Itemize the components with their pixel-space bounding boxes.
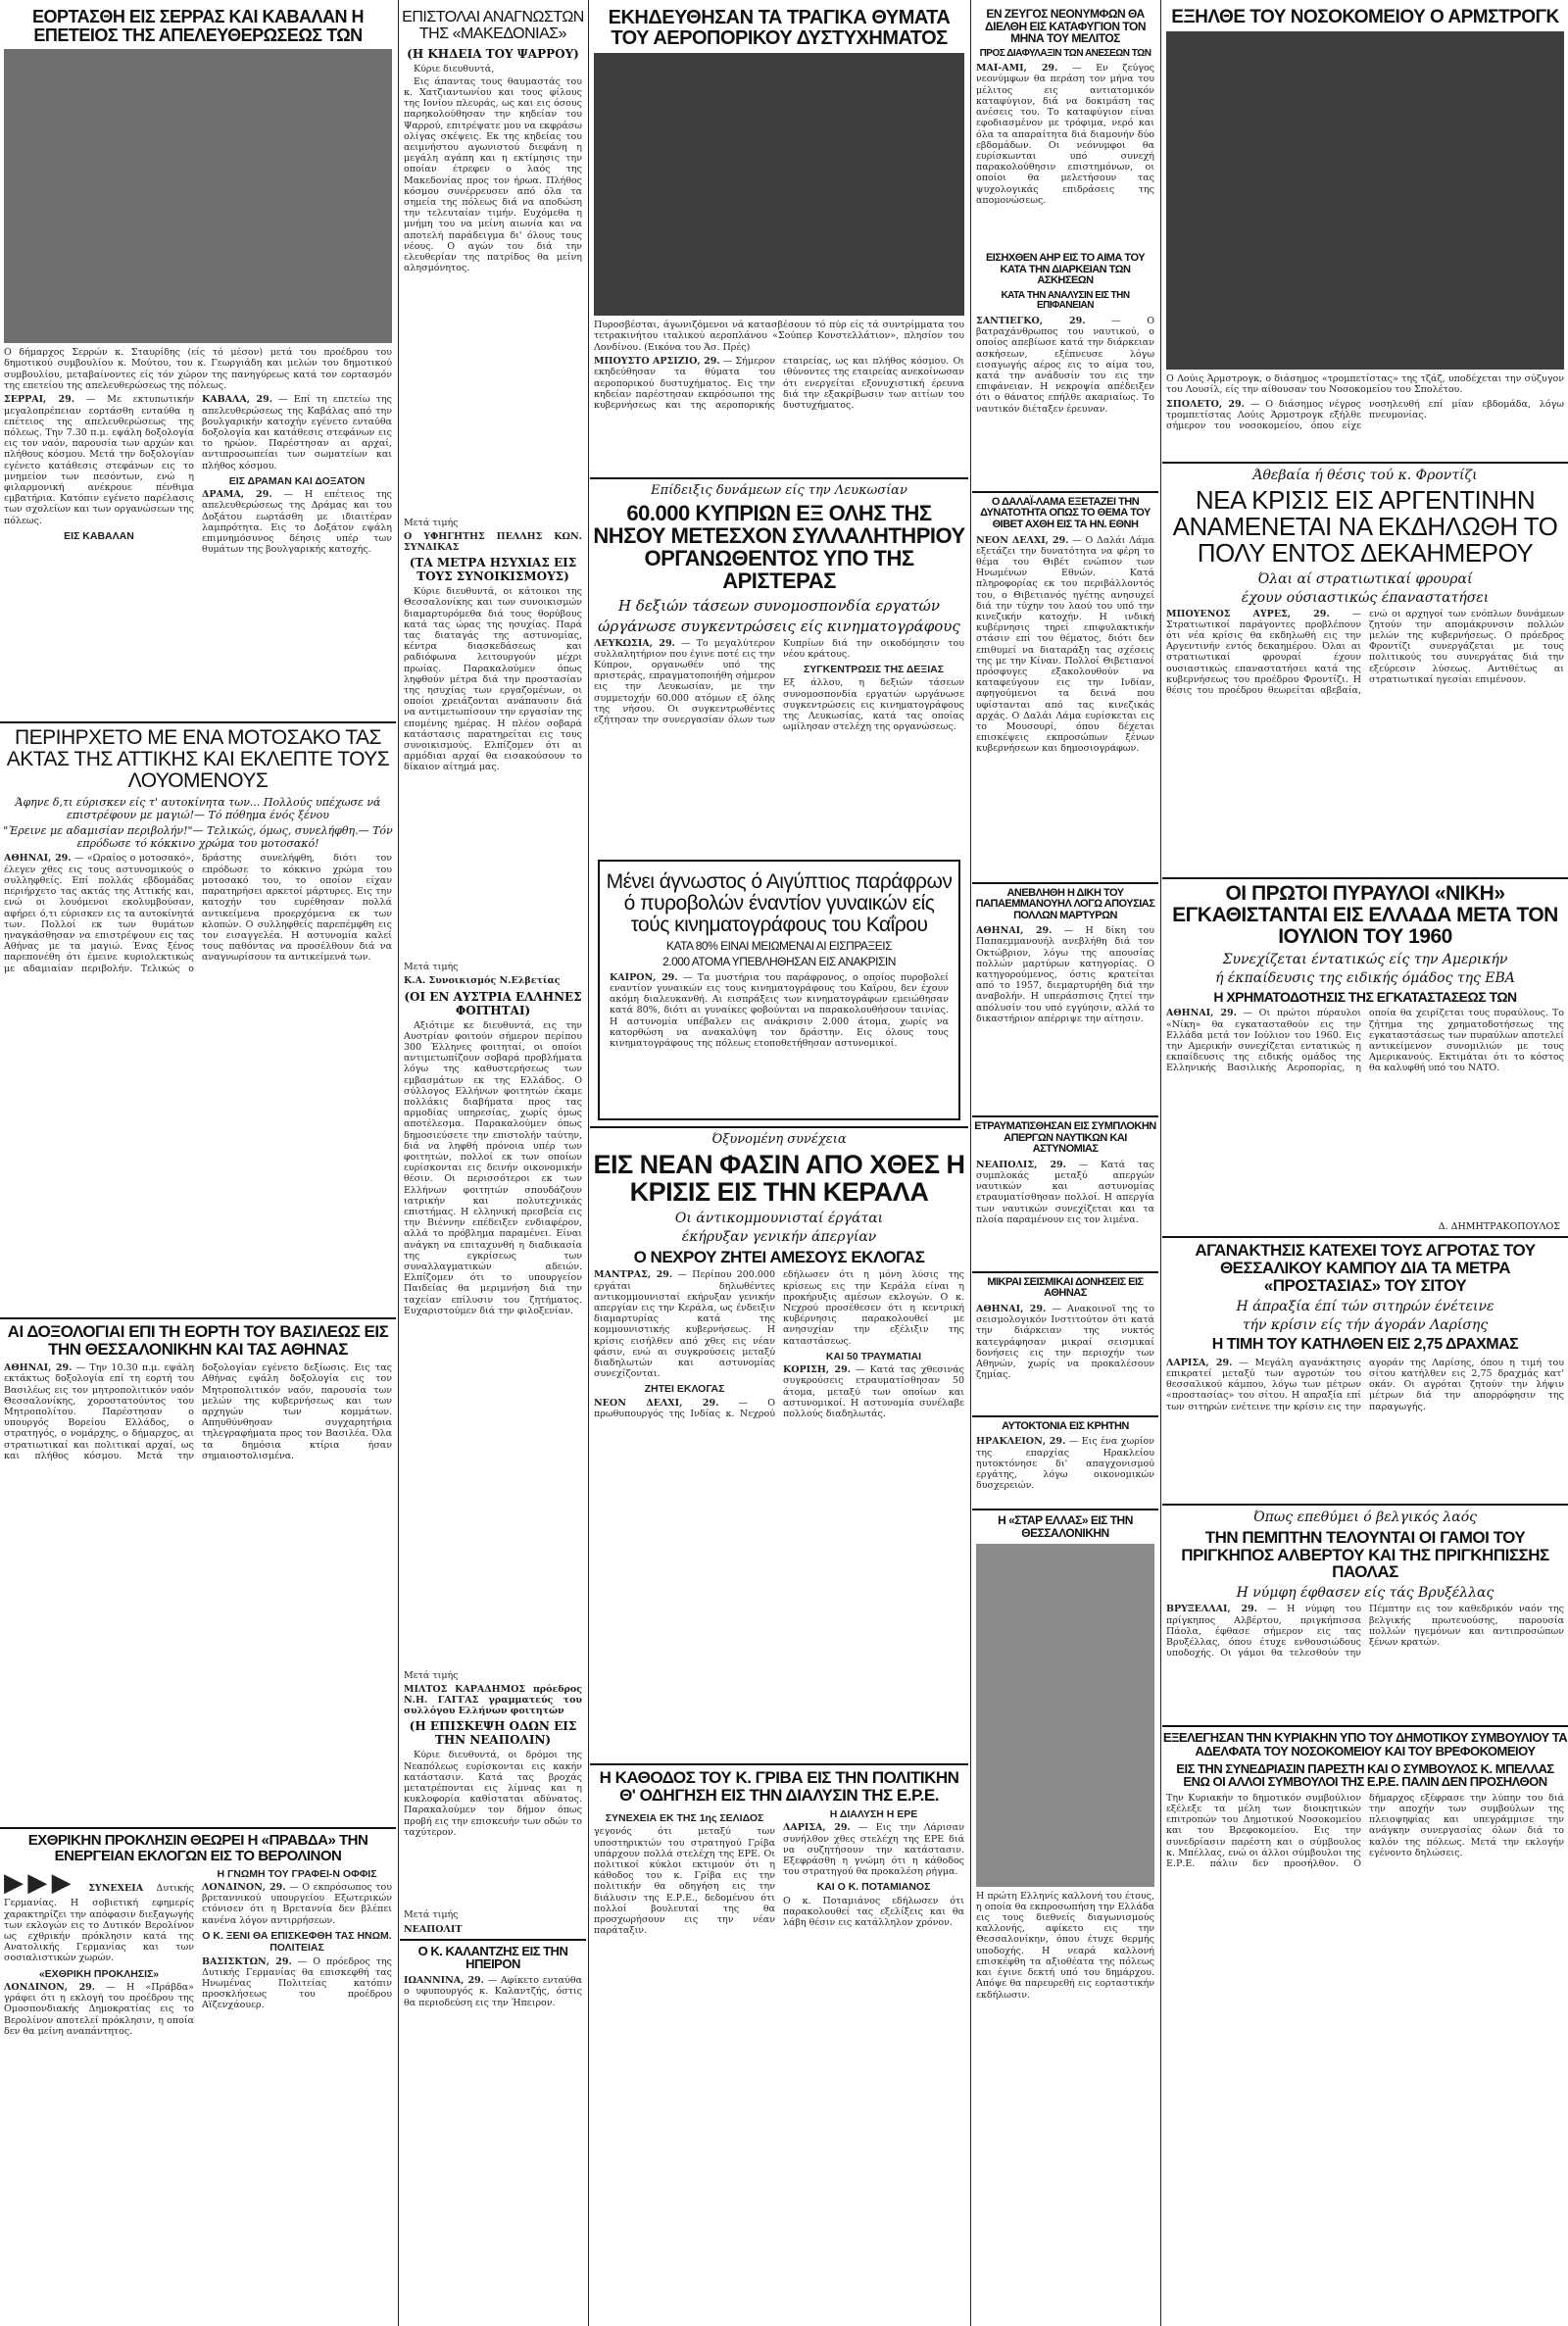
cyprus-subsection: ΣΥΓΚΕΝΤΡΩΣΙΣ ΤΗΣ ΔΕΞΙΑΣ bbox=[804, 663, 944, 675]
moto-subhead-2: "Έρεινε με αδαμισίαν περιβολήν!"— Τελικώς, όμως, συνελήφθη.— Τόν επρόδωσε τό κόκκινο χρώμα του μοτοσακό! bbox=[3, 824, 393, 851]
farmers-subhead-1: Η άπραξία έπί τών σιτηρών ένέτεινε bbox=[1236, 1298, 1494, 1314]
pravda-headline: ΕΧΘΡΙΚΗΝ ΠΡΟΚΛΗΣΙΝ ΘΕΩΡΕΙ Η «ΠΡΑΒΔΑ» ΤΗΝ ΕΝΕΡΓΕΙΑΝ ΕΚΛΟΓΩΝ ΕΙΣ ΤΟ ΒΕΡΟΛΙΝΟΝ bbox=[27, 1832, 368, 1864]
section-rule bbox=[590, 1763, 968, 1765]
moto-article bbox=[4, 853, 392, 1313]
dalai-headline: Ο ΔΑΛΑΪ-ΛΑΜΑ ΕΞΕΤΑΖΕΙ ΤΗΝ ΔΥΝΑΤΟΤΗΤΑ ΟΠΩΣ ΤΟ ΘΕΜΑ ΤΟΥ ΘΙΒΕΤ ΑΧΘΗ ΕΙΣ ΤΑ ΗΝ. ΕΘΝΗ bbox=[980, 495, 1151, 531]
section-rule bbox=[1162, 462, 1568, 464]
kerala-article bbox=[594, 1269, 964, 1759]
article-text: — Αφίκετο ενταύθα ο υφυπουργός κ. Καλαντζής, όστις θα περιοδεύση εις την Ήπειρον. bbox=[404, 1975, 582, 2008]
column-4 bbox=[972, 0, 1158, 2070]
nike-headline: ΟΙ ΠΡΩΤΟΙ ΠΥΡΑΥΛΟΙ «ΝΙΚΗ» ΕΓΚΑΘΙΣΤΑΝΤΑΙ ΕΙΣ ΕΛΛΑΔΑ ΜΕΤΑ ΤΟΝ ΙΟΥΛΙΟΝ ΤΟΥ 1960 bbox=[1172, 881, 1558, 948]
dalai-dateline: ΝΕΟΝ ΔΕΛΧΙ, 29. bbox=[976, 534, 1069, 546]
argentina-headline: ΝΕΑ ΚΡΙΣΙΣ ΕΙΣ ΑΡΓΕΝΤΙΝΗΝ ΑΝΑΜΕΝΕΤΑΙ ΝΑ ΕΚΔΗΛΩΘΗ ΤΟ ΠΟΛΥ ΕΝΤΟΣ ΔΕΚΑΗΜΕΡΟΥ bbox=[1172, 484, 1558, 569]
article-text: — Σήμερον εκηδεύθησαν τα θύματα του αεροπορικού δυστυχήματος. Εις την κηδείαν παρέστησαν εκπρόσωποι της κυβερνήσεως και της αεροπορικής εταιρείας, ως και πλήθος κόσμου. Οι ιθύνοντες της εταιρείας ανεκοίνωσαν ότι ενεργείται εξονυχιστική έρευνα διά την εξακρίβωσιν των αιτίων του δυστυχήματος. bbox=[594, 356, 964, 411]
article-text: — Ο πρόεδρος της Δυτικής Γερμανίας θα επισκεφθή τας Ηνωμένας Πολιτείας κατόπιν προσκλήσεως του προέδρου Αϊζενχάουερ. bbox=[202, 1955, 392, 2011]
article-text: γεγονός ότι μεταξύ των υποστηρικτών του στρατηγού Γρίβα υπάρχουν πολλά στελέχη της ΕΡΕ. Οι πολιτικοί κύκλοι εκτιμούν ότι η κάθοδος του κ. Γρίβα εις την πολιτικήν θα οδηγήση εις την διάλυσιν της Ε.Ρ.Ε., δεδομένου ότι πολλοί βουλευταί της θα προσχωρήσουν εις την νέαν παράταξιν. bbox=[594, 1826, 775, 1937]
letters-subhead: (Η ΚΗΔΕΙΑ ΤΟΥ ΨΑΡΡΟΥ) bbox=[407, 46, 579, 61]
blood-article bbox=[976, 316, 1154, 487]
star-photo bbox=[976, 1544, 1154, 1887]
article-text: Εξ άλλου, η δεξιών τάσεων συνομοσπονδία εργατών ωργάνωσε συγκεντρώσεις εις κινηματογράφους της Λευκωσίας, κατά τας οποίας ωμίλησαν στελέχη της οργανώσεως. bbox=[783, 677, 964, 733]
kerala-subsection-2: ΚΑΙ 50 ΤΡΑΥΜΑΤΙΑΙ bbox=[825, 1350, 922, 1362]
letters-headline: ΕΠΙΣΤΟΛΑΙ ΑΝΑΓΝΩΣΤΩΝ ΤΗΣ «ΜΑΚΕΔΟΝΙΑΣ» bbox=[402, 9, 584, 42]
article-text: — Ο βατραχάνθρωπος του ναυτικού, ο οποίος απεβίωσε κατά την διάρκειαν ασκήσεων, εξέπνευσε λόγω εισαγωγής αέρος εις το αίμα του, κατά την ανάδυσίν του εις την επιφάνειαν. Η νεκροψία απέδειξεν ότι ο θάνατος επήλθε ακαριαίως. Το ναυτικόν διέταξεν έρευναν. bbox=[976, 315, 1154, 415]
suicide-headline: ΑΥΤΟΚΤΟΝΙΑ ΕΙΣ ΚΡΗΤΗΝ bbox=[1002, 1419, 1129, 1432]
letter-1-signature: Ο ΥΦΗΓΗΤΗΣ ΠΕΛΛΗΣ ΚΩΝ. ΣΥΝΔΙΚΑΣ bbox=[404, 530, 582, 553]
letter-2 bbox=[404, 586, 582, 959]
article-text: — Η δίκη του Παπαεμμανουήλ ανεβλήθη διά τον Οκτώβριον, λόγω της απουσίας πολλών μαρτύρων κατηγορίας. Ο κατηγορούμενος, όστις κρατείται από το 1957, διεμαρτυρήθη διά την αναβολήν. Η υπεράσπισις ζητεί την απόλυσίν του υπό εγγύησιν, αλλά το δικαστήριον απέρριψε την αίτησιν. bbox=[976, 925, 1154, 1024]
letter-4-signoff: Μετά τιμής bbox=[404, 1909, 459, 1921]
air-crash-caption: Πυροσβέσται, άγωνιζόμενοι νά κατασβέσουν τό πύρ είς τά συντρίμματα του τετρακινήτου ιταλικού αεροπλάνου «Σούπερ Κονστελλάτιον», πλησίον του Λονδίνου. (Εικόνα του Άσ. Πρές) bbox=[594, 320, 964, 353]
kerala-subhead-2: έκήρυξαν γενικήν άπεργίαν bbox=[681, 1228, 877, 1245]
letter-1-signoff: Μετά τιμής bbox=[404, 517, 459, 528]
air-crash-headline: ΕΚΗΔΕΥΘΗΣΑΝ ΤΑ ΤΡΑΓΙΚΑ ΘΥΜΑΤΑ ΤΟΥ ΑΕΡΟΠΟΡΙΚΟΥ ΔΥΣΤΥΧΗΜΑΤΟΣ bbox=[608, 7, 951, 49]
blood-subhead: ΚΑΤΑ ΤΗΝ ΑΝΑΛΥΣΙΝ ΕΙΣ ΤΗΝ ΕΠΙΦΑΝΕΙΑΝ bbox=[1001, 289, 1130, 312]
cairo-headline: Μένει άγνωστος ό Αιγύπτιος παράφρων ό πυροβολών έναντίον γυναικών είς τούς κινηματογράφους του Καΐρου bbox=[606, 869, 953, 936]
column-rule bbox=[1160, 0, 1161, 2326]
farmers-subhead-2: τήν κρίσιν είς τήν άγοράν Λαρίσης bbox=[1242, 1316, 1489, 1333]
grivas-dateline: ΛΑΡΙΣΑ, 29. bbox=[783, 1822, 851, 1834]
honeymoon-dateline: ΜΑΪ-ΑΜΙ, 29. bbox=[976, 63, 1058, 74]
cairo-box bbox=[598, 860, 960, 1120]
suicide-dateline: ΗΡΑΚΛΕΙΟΝ, 29. bbox=[976, 1436, 1066, 1448]
letter-greeting: Κύριε διευθυντά, bbox=[414, 63, 495, 74]
article-text: — Η «Πράβδα» γράφει ότι η εκλογή του προέδρου της Ομοσπονδιακής Δημοκρατίας εις το Βερολίνον αποτελεί πρόκλησιν, η οποία δεν θα μείνη αναπάντητος. bbox=[4, 1981, 194, 2037]
article-text: — «Ωραίος ο μοτοσακό», έλεγεν χθες εις τους αστυνομικούς ο συλληφθείς. Επί πολλάς εβδομάδας περιήρχετο τας ακτάς της Αττικής και, ενώ οι λουόμενοι εκολυμβούσαν, αφήρει ό,τι εύρισκεν εις τα αυτοκίνητά των. Πολλοί εκ των θυμάτων ηναγκάσθησαν να επιστρέψουν εις τας Αθήνας με τα μαγιώ. Ένας ξένος παρεπονέθη ότι έμεινε κυριολεκτικώς με αδαμιαίαν περιβολήν. Τελικώς ο δράστης συνελήφθη, διότι τον επρόδωσε το κόκκινο χρώμα του μοτοσακό του, το οποίον είχαν παρατηρήσει αρκετοί μάρτυρες. Εις την κατοχήν του ευρέθησαν πολλά αντικείμενα προερχόμενα εκ των κλοπών. Ο συλληφθείς παρεπέμφθη εις τον εισαγγελέα. Η αστυνομία καλεί τους παθόντας να προσέλθουν διά να αναγνωρίσουν τα αντικείμενά των. bbox=[4, 853, 392, 974]
article-text: — Η νύμφη του πρίγκηπος Αλβέρτου, πριγκήπισσα Πάολα, έφθασε σήμερον εις τας Βρυξέλλας, όπου έτυχε ενθουσιώδους υποδοχής. Οι γάμοι θα τελεσθούν την Πέμπτην εις τον καθεδρικόν ναόν της βελγικής πρωτευούσης, παρουσία πολλών ηγεμόνων και αντιπροσώπων ξένων κρατών. bbox=[1166, 1604, 1564, 1659]
serres-photo-caption: Ο δήμαρχος Σερρών κ. Σταυρίδης (είς τό μέσον) μετά του προέδρου του δημοτικού συμβουλίου κ. Μούτου, του κ. Γεωργιάδη και μελών του δημοτικού συμβουλίου, μεταβαίνοντες είς τόν χώρον της πανηγύρεως κατά τον εορτασμόν της επετείου της απελευθερώσεως της πόλεως. bbox=[4, 346, 392, 391]
council-article bbox=[1166, 1793, 1564, 1925]
letter-text: Κύριε διευθυντά, οι δρόμοι της Νεαπόλεως ευρίσκονται εις κακήν κατάστασιν. Κατά τας βροχάς μετατρέπονται εις λίμνας και η κυκλοφορία καθίσταται αδύνατος. Παρακαλούμεν τον δήμον όπως προβή εις την επισκευήν των οδών το ταχύτερον. bbox=[404, 1750, 582, 1838]
trial-article bbox=[976, 925, 1154, 1112]
argentina-kicker: Άθεβαία ή θέσις τού κ. Φροντίζι bbox=[1252, 467, 1478, 483]
nike-author: Δ. ΔΗΜΗΤΡΑΚΟΠΟΥΛΟΣ bbox=[1438, 1221, 1560, 1233]
kerala-headline: ΕΙΣ ΝΕΑΝ ΦΑΣΙΝ ΑΠΟ ΧΘΕΣ Η ΚΡΙΣΙΣ ΕΙΣ ΤΗΝ ΚΕΡΑΛΑ bbox=[593, 1149, 965, 1208]
sailors-dateline: ΝΕΑΠΟΛΙΣ, 29. bbox=[976, 1159, 1066, 1170]
bonn-dateline: ΛΟΝΔΙΝΟΝ, 29. bbox=[202, 1882, 286, 1894]
letter-4-subhead: (Η ΕΠΙΣΚΕΨΗ ΟΔΩΝ ΕΙΣ ΤΗΝ ΝΕΑΠΟΛΙΝ) bbox=[409, 1719, 577, 1748]
section-rule bbox=[1162, 1236, 1568, 1238]
blood-headline: ΕΙΣΗΧΘΕΝ ΑΗΡ ΕΙΣ ΤΟ ΑΙΜΑ ΤΟΥ ΚΑΤΑ ΤΗΝ ΔΙΑΡΚΕΙΑΝ ΤΩΝ ΑΣΚΗΣΕΩΝ bbox=[985, 252, 1146, 287]
cyprus-subhead-1: Η δεξιών τάσεων συνομοσπονδία εργατών bbox=[618, 596, 940, 615]
grivas-headline: Η ΚΑΘΟΔΟΣ ΤΟΥ Κ. ΓΡΙΒΑ ΕΙΣ ΤΗΝ ΠΟΛΙΤΙΚΗΝ Θ' ΟΔΗΓΗΣΗ ΕΙΣ ΤΗΝ ΔΙΑΛΥΣΙΝ ΤΗΣ Ε.Ρ.Ε. bbox=[599, 1768, 959, 1806]
heuss-dateline: ΒΑΣΙΣΚΤΩΝ, 29. bbox=[202, 1955, 292, 1967]
section-rule bbox=[972, 491, 1158, 493]
pravda-article bbox=[4, 1868, 392, 2153]
continuation-arrows: ▶▶▶ bbox=[4, 1867, 75, 1898]
column-rule bbox=[588, 0, 589, 2326]
air-crash-dateline: ΜΠΟΥΣΤΟ ΑΡΣΙΖΙΟ, 29. bbox=[594, 356, 720, 368]
grivas-subsection-1: Η ΔΙΑΛΥΣΗ Η ΕΡΕ bbox=[829, 1808, 918, 1821]
letter-2-signature: Κ.Α. Συνοικισμός Ν.Ελβετίας bbox=[404, 975, 561, 987]
article-text: — Ο εκπρόσωπος του βρεταννικού υπουργείου Εξωτερικών ετόνισεν ότι η Βρεταννία δεν βλέπει κανένα λόγον αντιρρήσεων. bbox=[202, 1882, 392, 1926]
farmers-dateline: ΛΑΡΙΣΑ, 29. bbox=[1166, 1357, 1233, 1368]
section-rule bbox=[972, 1115, 1158, 1117]
serres-photo bbox=[4, 49, 392, 343]
council-headline: ΕΞΕΛΕΓΗΣΑΝ ΤΗΝ ΚΥΡΙΑΚΗΝ ΥΠΟ ΤΟΥ ΔΗΜΟΤΙΚΟΥ ΣΥΜΒΟΥΛΙΟΥ ΤΑ ΑΔΕΛΦΑΤΑ ΤΟΥ ΝΟΣΟΚΟΜΕΙΟΥ ΚΑΙ ΤΟΥ ΒΡΕΦΟΚΟΜΕΙΟΥ bbox=[1162, 1730, 1568, 1758]
doxologia-article bbox=[4, 1362, 392, 1823]
argentina-subhead-1: Όλαι αί στρατιωτικαί φρουραί bbox=[1257, 570, 1473, 587]
letter-1 bbox=[404, 64, 582, 515]
letter-2-signoff: Μετά τιμής bbox=[404, 962, 459, 973]
letter-3 bbox=[404, 1020, 582, 1667]
article-text: Την Κυριακήν το δημοτικόν συμβούλιον εξέλεξε τα μέλη των διοικητικών επιτροπών του Δημοτικού Νοσοκομείου και του Βρεφοκομείου. Εις την συνεδρίασιν παρέστη και ο σύμβουλος κ. Μπέλλας, ενώ οι άλλοι σύμβουλοι της Ε.Ρ.Ε. πάλιν δεν προσήλθον. Ο δήμαρχος εξέφρασε την λύπην του διά την αποχήν των συμβούλων της πλειοψηφίας και υπεγράμμισε την ανάγκην συνεργασίας όλων διά το καλόν της πόλεως. Μετά την εκλογήν εγένοντο δηλώσεις. bbox=[1166, 1792, 1564, 1870]
grivas-article bbox=[594, 1808, 964, 2201]
drama-dateline: ΔΡΑΜΑ, 29. bbox=[202, 489, 272, 501]
suicide-article bbox=[976, 1436, 1154, 1505]
letter-3-signature: ΜΙΛΤΟΣ ΚΑΡΑΔΗΜΟΣ πρόεδρος Ν.Η. ΓΑΓΓΑΣ γραμματεύς του συλλόγου Ελλήνων φοιτητών bbox=[404, 1683, 582, 1717]
article-text: — Με εκτυπωτικήν μεγαλοπρέπειαν εορτάσθη ενταύθα η επέτειος της απελευθερώσεως της πόλεως. Την 7.30 π.μ. εψάλη δοξολογία εις τον ναόν, παρουσία των αρχών και πλήθους κόσμου. Μετά την δοξολογίαν εγένετο κατάθεσις στεφάνων εις το μνημείον των πεσόντων, ενώ η φιλαρμονική ανέκρουε πένθιμα εμβατήρια. Κατόπιν εγένετο παρέλασις των σχολείων και των οργανώσεων της πόλεως. bbox=[4, 394, 194, 526]
kalantzis-article bbox=[404, 1975, 582, 2014]
kalantzis-headline: Ο Κ. ΚΑΛΑΝΤΖΗΣ ΕΙΣ ΤΗΝ ΗΠΕΙΡΟΝ bbox=[417, 1943, 568, 1972]
kerala-subhead-1: Οι άντικομμουνισταί έργάται bbox=[674, 1210, 884, 1226]
article-text: — Ο διάσημος νέγρος τρομπετίστας Λούις Άρμστρογκ εξήλθε σήμερον του νοσοκομείου, όπου είχε νοσηλευθή επί μίαν εβδομάδα, λόγω πνευμονίας. bbox=[1166, 398, 1564, 432]
pravda-dateline: ΛΟΝΔΙΝΟΝ, 29. bbox=[4, 1981, 96, 1993]
kerala-headline-2: Ο ΝΕΧΡΟΥ ΖΗΤΕΙ ΑΜΕΣΟΥΣ ΕΚΛΟΓΑΣ bbox=[633, 1247, 925, 1266]
honeymoon-article bbox=[976, 63, 1154, 249]
serres-dateline: ΣΕΡΡΑΙ, 29. bbox=[4, 394, 75, 406]
section-rule bbox=[1162, 1504, 1568, 1506]
article-text: — Εις ένα χωρίον της επαρχίας Ηρακλείου ηυτοκτόνησε δι' απαγχονισμού εργάτης, λόγω οικονομικών δυσχερειών. bbox=[976, 1436, 1154, 1492]
trial-dateline: ΑΘΗΝΑΙ, 29. bbox=[976, 925, 1053, 937]
kerala-dateline-2: ΝΕΟΝ ΔΕΛΧΙ, 29. bbox=[594, 1397, 719, 1409]
blood-dateline: ΣΑΝΤΙΕΓΚΟ, 29. bbox=[976, 315, 1086, 326]
trial-headline: ΑΝΕΒΛΗΘΗ Η ΔΙΚΗ ΤΟΥ ΠΑΠΑΕΜΜΑΝΟΥΗΛ ΛΟΓΩ ΑΠΟΥΣΙΑΣ ΠΟΛΛΩΝ ΜΑΡΤΥΡΩΝ bbox=[975, 886, 1155, 921]
farmers-headline-2: Η ΤΙΜΗ ΤΟΥ ΚΑΤΗΛΘΕΝ ΕΙΣ 2,75 ΔΡΑΧΜΑΣ bbox=[1211, 1335, 1519, 1353]
article-text: — Εις την Λάρισαν συνήλθον χθες στελέχη της ΕΡΕ διά να συζητήσουν την κατάστασιν. Εξεφράσθη η γνώμη ότι η κάθοδος του στρατηγού θα προκαλέση ρήγμα. bbox=[783, 1822, 964, 1878]
air-crash-article bbox=[594, 356, 964, 473]
nike-dateline: ΑΘΗΝΑΙ, 29. bbox=[1166, 1008, 1237, 1019]
cairo-dateline: ΚΑΪΡΟΝ, 29. bbox=[610, 971, 678, 983]
section-rule bbox=[972, 1271, 1158, 1273]
honeymoon-subhead: ΠΡΟΣ ΔΙΑΦΥΛΑΞΙΝ ΤΩΝ ΑΝΕΣΕΩΝ ΤΩΝ bbox=[979, 47, 1152, 59]
quakes-headline: ΜΙΚΡΑΙ ΣΕΙΣΜΙΚΑΙ ΔΟΝΗΣΕΙΣ ΕΙΣ ΑΘΗΝΑΣ bbox=[987, 1275, 1144, 1300]
article-text: — Τα μυστήρια του παράφρονος, ο οποίος πυροβολεί εναντίον γυναικών εις τους κινηματογράφους του Καΐρου, δεν έχουν ακόμη διαλευκανθή. Αι εισπράξεις των κινηματογράφων εμειώθησαν κατά 80%, διότι αι γυναίκες φοβούνται να παρακολουθήσουν ταινίας. Η αστυνομία υπέβαλεν εις ανάκρισιν 2.000 άτομα, χωρίς να κατορθώση να ανακαλύψη τον δράστην. Εις όλους τους κινηματογράφους της πόλεως ετοποθετήθησαν αστυνομικοί. bbox=[610, 971, 949, 1050]
wedding-subhead: Η νύμφη έφθασεν είς τάς Βρυξέλλας bbox=[1236, 1585, 1494, 1602]
nike-article bbox=[1166, 1008, 1564, 1218]
council-headline-2: ΕΙΣ ΤΗΝ ΣΥΝΕΔΡΙΑΣΙΝ ΠΑΡΕΣΤΗ ΚΑΙ Ο ΣΥΜΒΟΥΛΟΣ Κ. ΜΠΕΛΛΑΣ ΕΝΩ ΟΙ ΑΛΛΟΙ ΣΥΜΒΟΥΛΟΙ ΤΗΣ Ε.Ρ.Ε. ΠΑΛΙΝ ΔΕΝ ΠΡΟΣΗΛΘΟΝ bbox=[1176, 1760, 1554, 1790]
sailors-headline: ΕΤΡΑΥΜΑΤΙΣΘΗΣΑΝ ΕΙΣ ΣΥΜΠΛΟΚΗΝ ΑΠΕΡΓΩΝ ΝΑΥΤΙΚΩΝ ΚΑΙ ΑΣΤΥΝΟΜΙΑΣ bbox=[974, 1120, 1156, 1156]
section-rule bbox=[400, 1939, 586, 1941]
section-rule bbox=[590, 1126, 968, 1128]
article-text: Η πρώτη Ελληνίς καλλονή του έτους, η οποία θα εκπροσωπήση την Ελλάδα εις τους διεθνείς διαγωνισμούς καλλονής, αφίκετο εις την Θεσσαλονίκην, όπου έτυχε θερμής υποδοχής. Η νεαρά καλλονή επισκέφθη τα αξιοθέατα της πόλεως και έγινε δεκτή υπό του δημάρχου. Απόψε θα παρευρεθή εις εορταστικήν εκδήλωσιν. bbox=[976, 1890, 1154, 2001]
farmers-headline: ΑΓΑΝΑΚΤΗΣΙΣ ΚΑΤΕΧΕΙ ΤΟΥΣ ΑΓΡΟΤΑΣ ΤΟΥ ΘΕΣΣΑΛΙΚΟΥ ΚΑΜΠΟΥ ΔΙΑ ΤΑ ΜΕΤΡΑ «ΠΡΟΣΤΑΣΙΑΣ» ΤΟΥ ΣΙΤΟΥ bbox=[1195, 1241, 1536, 1296]
serres-headline: ΕΟΡΤΑΣΘΗ ΕΙΣ ΣΕΡΡΑΣ ΚΑΙ ΚΑΒΑΛΑΝ Η ΕΠΕΤΕΙΟΣ ΤΗΣ ΑΠΕΛΕΥΘΕΡΩΣΕΩΣ ΤΩΝ bbox=[31, 7, 365, 45]
article-text: — Κατά τας χθεσινάς συγκρούσεις ετραυματίσθησαν 50 άτομα, μεταξύ των οποίων και αστυνομικοί. Η αστυνομία συνέλαβε πολλούς διαδηλωτάς. bbox=[783, 1364, 964, 1420]
kerala-kicker: Όξυνομένη συνέχεια bbox=[711, 1131, 847, 1147]
article-text: Δυτικής Γερμανίας. Η σοβιετική εφημερίς χαρακτηρίζει την απόφασιν διεξαγωγής των εκλογών εις το Δυτικόν Βερολίνον ως εχθρικήν πρόκλησιν κατά της Ανατολικής Γερμανίας και των σοσιαλιστικών χωρών. bbox=[4, 1882, 194, 1964]
section-rule bbox=[590, 477, 968, 479]
article-text: — Μεγάλη αγανάκτησις επικρατεί μεταξύ των αγροτών του θεσσαλικού κάμπου, λόγω των μέτρων «προστασίας» του σίτου. Η απραξία επί των σιτηρών ενέτεινε την κρίσιν εις την αγοράν της Λαρίσης, όπου η τιμή του σίτου κατήλθεν εις 2,75 δραχμάς κατ' οκάν. Οι αγρόται ζητούν την λήψιν μέτρων διά την απορρόφησιν της παραγωγής. bbox=[1166, 1357, 1564, 1412]
grivas-continued: ΣΥΝΕΧΕΙΑ ΕΚ ΤΗΣ 1ης ΣΕΛΙΔΟΣ bbox=[605, 1812, 764, 1825]
column-rule bbox=[398, 0, 399, 2326]
drama-subhead: ΕΙΣ ΔΡΑΜΑΝ ΚΑΙ ΔΟΞΑΤΟΝ bbox=[228, 474, 366, 487]
article-text: — Η επέτειος της απελευθερώσεως της Δράμας και του Δοξάτου εωρτάσθη με ιδιαιτέραν λαμπρότητα. Εις το Δοξάτον εψάλη επιμνημόσυνος δέησις υπέρ των θυμάτων της βουλγαρικής κατοχής. bbox=[202, 489, 392, 556]
cairo-article bbox=[610, 972, 949, 1110]
letter-text: Αξιότιμε κε διευθυντά, εις την Αυστρίαν φοιτούν σήμερον περίπου 300 Έλληνες φοιτηταί, οι οποίοι αντιμετωπίζουν σοβαρά προβλήματα λόγω της καθυστερήσεως των εμβασμάτων εκ της Ελλάδος. Ο σύλλογος Ελλήνων φοιτητών έκαμε πολλάκις διαβήματα προς τας αρμοδίας υπηρεσίας, χωρίς όμως αποτέλεσμα. Παρακαλούμεν όπως δημοσιεύσετε την επιστολήν ταύτην, διά να ληφθή πρόνοια υπέρ των φοιτητών, πολλοί εκ των οποίων ευρίσκονται εις δεινήν οικονομικήν θέσιν. Οι περισσότεροι εκ των Ελλήνων φοιτητών σπουδάζουν ιατρικήν και πολυτεχνικάς επιστήμας. Η ελληνική πρεσβεία εις την Βιέννην επέδειξεν ενδιαφέρον, αλλά το πρόβλημα παραμένει. Είναι ανάγκη να επιταχυνθή η διαδικασία της εγκρίσεως των συναλλαγματικών αδειών. Ελπίζομεν ότι το υπουργείον Παιδείας θα μεριμνήση διά την ταχείαν επίλυσιν του ζητήματος. Ευχαριστούμεν διά την φιλοξενίαν. bbox=[404, 1019, 582, 1316]
grivas-subsection-2: ΚΑΙ Ο Κ. ΠΟΤΑΜΙΑΝΟΣ bbox=[816, 1881, 931, 1894]
star-caption bbox=[976, 1891, 1154, 2067]
argentina-dateline: ΜΠΟΥΕΝΟΣ ΑΫΡΕΣ, 29. bbox=[1166, 608, 1330, 619]
nike-headline-2: Η ΧΡΗΜΑΤΟΔΟΤΗΣΙΣ ΤΗΣ ΕΓΚΑΤΑΣΤΑΣΕΩΣ ΤΩΝ bbox=[1213, 988, 1517, 1005]
cairo-subhead-1: ΚΑΤΑ 80% ΕΙΝΑΙ ΜΕΙΩΜΕΝΑΙ ΑΙ ΕΙΣΠΡΑΞΕΙΣ bbox=[665, 938, 892, 953]
serres-article bbox=[4, 394, 392, 718]
pravda-continued: ΣΥΝΕΧΕΙΑ bbox=[88, 1882, 144, 1894]
kavala-dateline: ΚΑΒΑΛΑ, 29. bbox=[202, 394, 273, 406]
letter-3-subhead: (ΟΙ ΕΝ ΑΥΣΤΡΙΑ ΕΛΛΗΝΕΣ ΦΟΙΤΗΤΑΙ) bbox=[404, 989, 582, 1017]
pravda-subhead: «ΕΧΘΡΙΚΗ ΠΡΟΚΛΗΣΙΣ» bbox=[38, 1967, 160, 1980]
section-rule bbox=[972, 882, 1158, 884]
letter-text: Κύριε διευθυντά, οι κάτοικοι της Θεσσαλονίκης και των συνοικισμών διαμαρτυρόμεθα διά τους θορύβους κατά τας ώρας της ησυχίας. Παρά τας διαταγάς της αστυνομίας, κέντρα διασκεδάσεως και ραδιόφωνα λειτουργούν μέχρι πρωίας. Παρακαλούμεν όπως ληφθούν μέτρα διά την προστασίαν της ησυχίας των εργαζομένων, οι οποίοι χρειάζονται ανάπαυσιν διά να αντιμετωπίσουν την εργασίαν της επομένης ημέρας. Η πλέον σοβαρά κατάστασις παρατηρείται εις τους συνοικισμούς. Ελπίζομεν ότι αι αρμόδιαι αρχαί θα εισακούσουν το δίκαιον αίτημά μας. bbox=[404, 586, 582, 773]
article-text: — Στρατιωτικοί παράγοντες προβλέπουν ότι νέα κρίσις θα εκδηλωθή εις την Αργεντινήν εντός δεκαημέρου. Όλαι αι στρατιωτικαί φρουραί έχουν ουσιαστικώς επαναστατήσει κατά της κυβερνήσεως του προέδρου Φροντίζι. Η θέσις του προέδρου θεωρείται αβεβαία, ενώ οι αρχηγοί των ενόπλων δυνάμεων ζητούν την απομάκρυνσιν πολλών μελών της κυβερνήσεως. Ο πρόεδρος Φροντίζι συνεργάζεται με τους πολιτικούς του συνεργάτας διά την εξεύρεσιν λύσεως. Αντιθέτως αι στρατιωτικαί ηγεσίαι επιμένουν. bbox=[1166, 608, 1564, 697]
article-text: — Οι πρώτοι πύραυλοι «Νίκη» θα εγκατασταθούν εις την Ελλάδα μετά τον Ιούλιον του 1960. Εις την Αμερικήν συνεχίζεται εντατικώς η εκπαίδευσις της ειδικής ομάδος της Ελληνικής Βασιλικής Αεροπορίας, η οποία θα χειρίζεται τους πυραύλους. Το ζήτημα της χρηματοδοτήσεως της εγκαταστάσεως των πυραύλων αποτελεί αντικείμενον συνομιλιών με τους Αμερικανούς. Εκτιμάται ότι το κόστος θα καλυφθή υπό του ΝΑΤΟ. bbox=[1166, 1008, 1564, 1074]
cyprus-article bbox=[594, 638, 964, 854]
letter-4-signature: ΝΕΑΠΟΛΙΤ bbox=[404, 1923, 463, 1935]
article-text: — Κατά τας συμπλοκάς μεταξύ απεργών ναυτικών και αστυνομίας ετραυματίσθησαν πολλοί. Η απεργία των ναυτικών συνεχίζεται και τα πλοία παραμένουν εις τον λιμένα. bbox=[976, 1159, 1154, 1225]
letter-2-subhead: (ΤΑ ΜΕΤΡΑ ΗΣΥΧΙΑΣ ΕΙΣ ΤΟΥΣ ΣΥΝΟΙΚΙΣΜΟΥΣ) bbox=[409, 556, 577, 584]
armstrong-dateline: ΣΠΟΛΕΤΟ, 29. bbox=[1166, 398, 1245, 410]
heuss-subhead: Ο Κ. ΞΕΝΙ ΘΑ ΕΠΙΣΚΕΦΘΗ ΤΑΣ ΗΝΩΜ. ΠΟΛΙΤΕΙΑΣ bbox=[202, 1929, 392, 1955]
column-rule bbox=[970, 0, 971, 2326]
kerala-dateline-3: ΚΟΡΙΣΗ, 29. bbox=[783, 1364, 851, 1376]
section-rule bbox=[1162, 877, 1568, 879]
moto-headline: ΠΕΡΙΗΡΧΕΤΟ ΜΕ ΕΝΑ ΜΟΤΟΣΑΚΟ ΤΑΣ ΑΚΤΑΣ ΤΗΣ ΑΤΤΙΚΗΣ ΚΑΙ ΕΚΛΕΠΤΕ ΤΟΥΣ ΛΟΥΟΜΕΝΟΥΣ bbox=[6, 726, 390, 793]
wedding-headline: ΤΗΝ ΠΕΜΠΤΗΝ ΤΕΛΟΥΝΤΑΙ ΟΙ ΓΑΜΟΙ ΤΟΥ ΠΡΙΓΚΗΠΟΣ ΑΛΒΕΡΤΟΥ ΚΑΙ ΤΗΣ ΠΡΙΓΚΗΠΙΣΣΗΣ ΠΑΟΛΑΣ bbox=[1181, 1527, 1549, 1582]
quakes-dateline: ΑΘΗΝΑΙ, 29. bbox=[976, 1303, 1047, 1314]
air-crash-photo bbox=[594, 53, 964, 316]
article-text: — Περίπου 200.000 εργάται δηλωθέντες αντικομμουνισταί εκήρυξαν γενικήν απεργίαν εις την Κεράλα, ως ένδειξιν διαμαρτυρίας κατά της κομμουνιστικής κυβερνήσεως. Η κρίσις εισήλθεν από χθες εις νέαν φάσιν, ενώ αι συγκρούσεις μεταξύ διαδηλωτών και αστυνομίας συνεχίζονται. bbox=[594, 1269, 775, 1380]
quakes-article bbox=[976, 1304, 1154, 1411]
doxologia-headline: ΑΙ ΔΟΞΟΛΟΓΙΑΙ ΕΠΙ ΤΗ ΕΟΡΤΗ ΤΟΥ ΒΑΣΙΛΕΩΣ ΕΙΣ ΤΗΝ ΘΕΣΣΑΛΟΝΙΚΗΝ ΚΑΙ ΤΑΣ ΑΘΗΝΑΣ bbox=[7, 1322, 389, 1360]
letter-text: Εις άπαντας τους θαυμαστάς του κ. Χατζιαντωνίου και τους φίλους της Ιονίου πλευράς, ως και εις όσους παρηκολούθησαν την κηδείαν του Ψαρρού, επιτρέψατε μου να εκφράσω ολίγας σκέψεις. Εκ της κηδείας του αειμνήστου αγωνιστού διεφάνη η μεγάλη αγάπη και η εκτίμησις την οποίαν έτρεφεν ο λαός της Μακεδονίας προς τον ήρωα. Πλήθος κόσμου συνέρρευσεν από όλα τα σημεία της πόλεως διά να αποδώση την τελευταίαν τιμήν. Ευχόμεθα η μνήμη του να μείνη αιωνία και να αποτελή παράδειγμα δι' όλους τους νέους. Ο αγών του διά την ελευθερίαν της πατρίδος θα μείνη αλησμόνητος. bbox=[404, 75, 582, 274]
article-text: — Ανακοινοΐ της το σεισμολογικόν Ινστιτούτον ότι κατά την διάρκειαν της νυκτός κατεγράφησαν μικραί σεισμικαί δονήσεις εις την περιοχήν των Αθηνών, χωρίς να προκαλέσουν ζημίας. bbox=[976, 1303, 1154, 1381]
section-rule bbox=[0, 721, 396, 723]
kerala-subsection-1: ΖΗΤΕΙ ΕΚΛΟΓΑΣ bbox=[644, 1383, 725, 1396]
wedding-dateline: ΒΡΥΞΕΛΛΑΙ, 29. bbox=[1166, 1604, 1257, 1615]
cairo-subhead-2: 2.000 ΑΤΟΜΑ ΥΠΕΒΛΗΘΗΣΑΝ ΕΙΣ ΑΝΑΚΡΙΣΙΝ bbox=[662, 955, 896, 969]
article-text: — Ο Δαλάι Λάμα εξετάζει την δυνατότητα να φέρη το θέμα του Θιβέτ ενώπιον των Ηνωμένων Εθνών. Κατά πληροφορίας εκ του περιβάλλοντός του, ο Θιβετιανός ηγέτης ανησυχεί διά την τύχην του λαού του υπό την κινεζικήν κατοχήν. Η ινδική κυβέρνησις τηρεί επιφυλακτικήν στάσιν επί του θέματος, διότι δεν επιθυμεί να διαταράξη τας σχέσεις της με την Κίναν. Πολλοί Θιβετιανοί πρόσφυγες εξακολουθούν να καταφεύγουν εις την Ινδίαν, αφηγούμενοι τα δεινά που υφίστανται από τας κινεζικάς αρχάς. Ο Δαλάι Λάμα ευρίσκεται εις το Μουσουρί, όπου δέχεται επισκέψεις εκπροσώπων ξένων κυβερνήσεων και δημοσιογράφων. bbox=[976, 534, 1154, 755]
kalantzis-dateline: ΙΩΑΝΝΙΝΑ, 29. bbox=[404, 1975, 484, 1987]
kavala-subhead: ΕΙΣ ΚΑΒΑΛΑΝ bbox=[64, 529, 134, 542]
section-rule bbox=[972, 1415, 1158, 1417]
column-1 bbox=[0, 0, 396, 2155]
bonn-subhead: Η ΓΝΩΜΗ ΤΟΥ ΓΡΑΦΕΙ-Ν ΟΦΦΙΣ bbox=[217, 1867, 377, 1880]
column-5 bbox=[1162, 0, 1568, 1928]
cyprus-subhead-2: ώργάνωσε συγκεντρώσεις είς κινηματογράφους bbox=[598, 617, 960, 635]
armstrong-headline: ΕΞΗΛΘΕ ΤΟΥ ΝΟΣΟΚΟΜΕΙΟΥ Ο ΑΡΜΣΤΡΟΓΚ bbox=[1171, 7, 1559, 27]
section-rule bbox=[1162, 1725, 1568, 1727]
kerala-dateline: ΜΑΝΤΡΑΣ, 29. bbox=[594, 1269, 673, 1281]
letter-3-signoff: Μετά τιμής bbox=[404, 1669, 459, 1681]
column-3 bbox=[590, 0, 968, 2203]
argentina-article bbox=[1166, 609, 1564, 873]
armstrong-caption: Ο Λούις Άρμστρογκ, ο διάσημος «τρομπετίστας» της τζάζ, υποδέχεται την σύζυγον του Λουσίλ, είς την αίθουσαν του Νοσοκομείου του Σπολέτου. bbox=[1166, 372, 1564, 396]
armstrong-article bbox=[1166, 399, 1564, 458]
sailors-article bbox=[976, 1160, 1154, 1267]
article-text: — Την 10.30 π.μ. εψάλη εκτάκτως δοξολογία επί τη εορτή του Βασιλέως εις τον μητροπολιτικόν ναόν Θεσσαλονίκης, χοροστατούντος του Μητροπολίτου. Παρέστησαν ο υπουργός Βορείου Ελλάδος, ο στρατηγός, ο νομάρχης, ο δήμαρχος, αι στρατιωτικαί και πολιτικαί αρχαί, ως και πλήθος κόσμου. Μετά την δοξολογίαν εγένετο δεξίωσις. Εις τας Αθήνας εψάλη δοξολογία εις τον Μητροπολιτικόν ναόν, παρουσία των μελών της κυβερνήσεως και των αρχηγών των κομμάτων. Απηυθύνθησαν συγχαρητήρια τηλεγραφήματα προς τον Βασιλέα. Όλα τα δημόσια κτίρια ήσαν σημαιοστολισμένα. bbox=[4, 1362, 392, 1461]
column-2 bbox=[400, 0, 586, 2017]
article-text: — Εν ζεύγος νεονύμφων θα περάση τον μήνα του μέλιτος εις αντιατομικόν καταφύγιον, διά να δοκιμάση τας ανέσεις του. Το καταφύγιον είναι εφοδιασμένον με τρόφιμα, νερό και όλα τα απαραίτητα διά διαμονήν δύο εβδομάδων. Οι νεόνυμφοι θα ευρίσκωνται υπό συνεχή παρακολούθησιν επιστημόνων, οι οποίοι θα μελετήσουν τας ψυχολογικάς επιδράσεις της απομονώσεως. bbox=[976, 63, 1154, 206]
nike-subhead-2: ή έκπαίδευσις της ειδικής όμάδος της ΕΒΑ bbox=[1215, 969, 1515, 986]
article-text: — Το μεγαλύτερον συλλαλητήριον που έγινε ποτέ εις την Κύπρον, οργανωθέν υπό της αριστεράς, επραγματοποιήθη σήμερον εις την Λευκωσίαν, με την συμμετοχήν 60.000 ατόμων εξ όλης της νήσου. Οι συγκεντρωθέντες εζήτησαν την συνεργασίαν όλων των Κυπρίων διά την οικοδόμησιν του νέου κράτους. bbox=[594, 637, 964, 725]
argentina-subhead-2: έχουν ούσιαστικώς έπαναστατήσει bbox=[1241, 589, 1490, 606]
cyprus-headline: 60.000 ΚΥΠΡΙΩΝ ΕΞ ΟΛΗΣ ΤΗΣ ΝΗΣΟΥ ΜΕΤΕΣΧΟΝ ΣΥΛΛΑΛΗΤΗΡΙΟΥ ΟΡΓΑΝΩΘΕΝΤΟΣ ΥΠΟ ΤΗΣ ΑΡΙΣΤΕΡΑΣ bbox=[593, 501, 965, 594]
letter-4 bbox=[404, 1750, 582, 1906]
section-rule bbox=[972, 1509, 1158, 1510]
dox-dateline: ΑΘΗΝΑΙ, 29. bbox=[4, 1362, 73, 1374]
section-rule bbox=[0, 1317, 396, 1319]
cyprus-dateline: ΛΕΥΚΩΣΙΑ, 29. bbox=[594, 637, 675, 649]
farmers-article bbox=[1166, 1358, 1564, 1500]
section-rule bbox=[0, 1827, 396, 1829]
article-text: Ο κ. Ποταμιάνος εδήλωσεν ότι παρακολουθεί τας εξελίξεις και θα λάβη θέσιν εις κατάλληλον χρόνον. bbox=[783, 1895, 964, 1929]
dalai-article bbox=[976, 535, 1154, 878]
moto-dateline: ΑΘΗΝΑΙ, 29. bbox=[4, 853, 72, 865]
moto-subhead-1: Άφηνε δ,τι εύρισκεν είς τ' αυτοκίνητα των... Πολλούς υπέχωσε νά επιστρέφουν με μαγιώ!— Τό πόθημα ένός ξένου bbox=[15, 796, 381, 822]
cyprus-kicker: Επίδειξις δυνάμεων είς την Λευκωσίαν bbox=[651, 483, 907, 499]
article-text: — Επί τη επετείω της απελευθερώσεως της Καβάλας από την βουλγαρικήν κατοχήν εγένετο ενταύθα δοξολογία και κατάθεσις στεφάνων εις το ηρώον. Παρέστησαν αι αρχαί, αντιπροσωπείαι των σωματείων και πλήθος κόσμου. bbox=[202, 394, 392, 471]
article-text: — Ο πρωθυπουργός της Ινδίας κ. Νεχρού εδήλωσεν ότι η μόνη λύσις της κρίσεως εις την Κεράλα είναι η προκήρυξις αμέσων εκλογών. Ο κ. Νεχρού προσέθεσεν ότι η κεντρική κυβέρνησις παρακολουθεί με ανησυχίαν την εξέλιξιν της καταστάσεως. bbox=[594, 1269, 964, 1420]
wedding-article bbox=[1166, 1604, 1564, 1721]
armstrong-photo bbox=[1166, 31, 1564, 370]
nike-subhead-1: Συνεχίζεται έντατικώς είς την Αμερικήν bbox=[1222, 951, 1508, 967]
wedding-kicker: Όπως επεθύμει ό βελγικός λαός bbox=[1252, 1509, 1478, 1525]
honeymoon-headline: ΕΝ ΖΕΥΓΟΣ ΝΕΟΝΥΜΦΩΝ ΘΑ ΔΙΕΛΘΗ ΕΙΣ ΚΑΤΑΦΥΓΙΟΝ ΤΟΝ ΜΗΝΑ ΤΟΥ ΜΕΛΙΤΟΣ bbox=[985, 7, 1146, 46]
star-headline: Η «ΣΤΑΡ ΕΛΛΑΣ» ΕΙΣ ΤΗΝ ΘΕΣΣΑΛΟΝΙΚΗΝ bbox=[998, 1513, 1133, 1541]
